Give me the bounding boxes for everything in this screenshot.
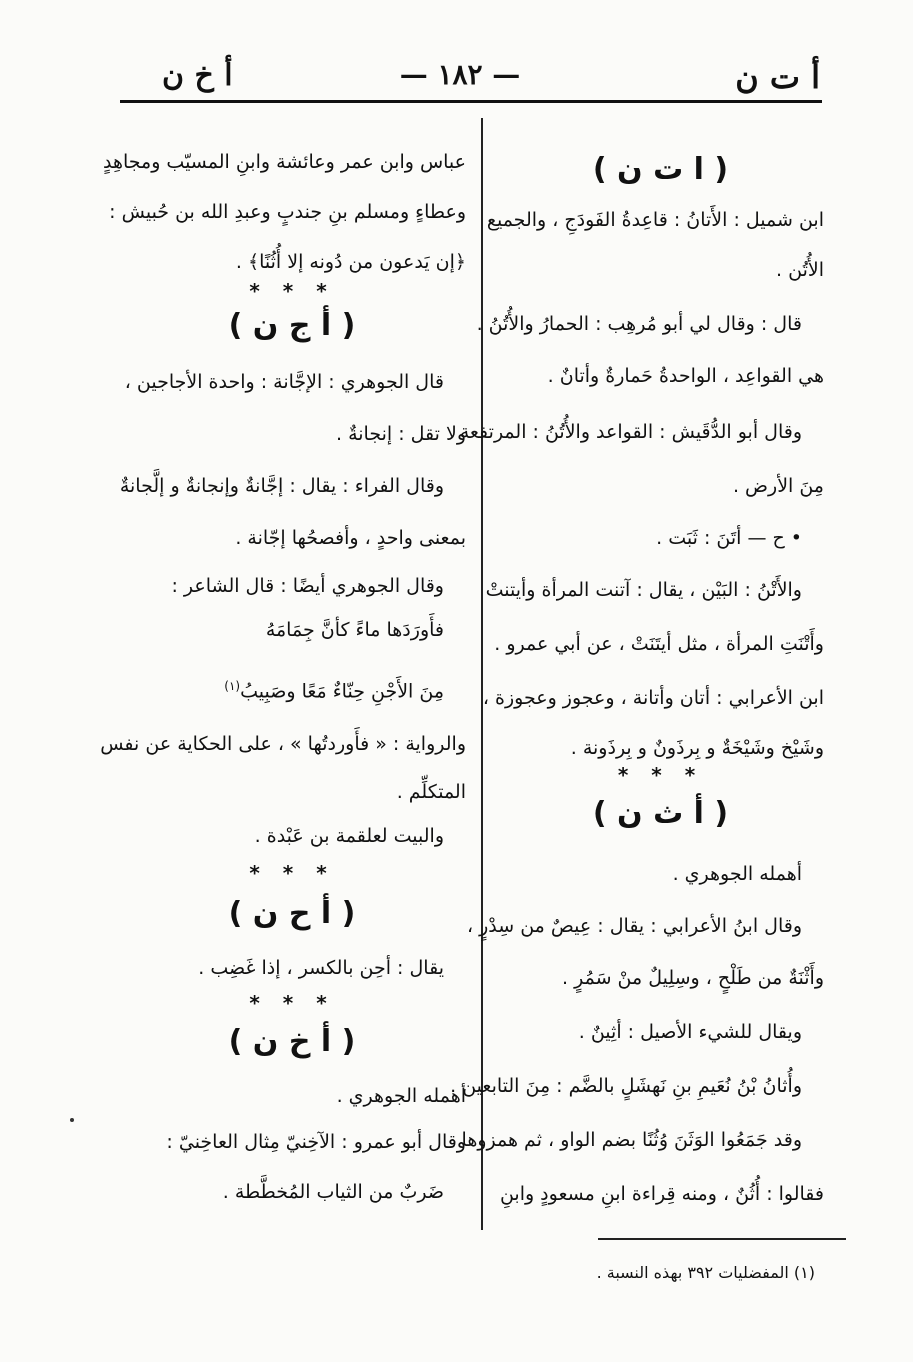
text-line: وعطاءٍ ومسلم بنِ جندبٍ وعبدِ الله بن حُبيش : [109,201,466,223]
text-line: وقد جَمَعُوا الوَثَنَ وُثُنًا بضم الواو ، ثم همزوها [461,1129,802,1151]
text-line: هي القواعِد ، الواحدةُ حَمارةٌ وأتانٌ . [547,365,824,387]
separator-stars: * * * [249,861,335,885]
text-line: ويقال للشيء الأصيل : أثِينٌ . [578,1021,802,1043]
text-line: والرواية : « فأَوردتُها » ، على الحكاية عن نفس [100,733,466,755]
footnote: (١) المفضليات ٣٩٢ بهذه النسبة . [596,1263,815,1282]
text-line: وقال ابنُ الأعرابي : يقال : عِيصٌ من سِدْرٍ ، [466,915,802,937]
column-divider [481,118,483,1230]
text-line: يقال : أحِن بالكسر ، إذا غَضِب . [198,957,444,979]
running-header [120,58,820,104]
text-line: وقال الفراء : يقال : إجَّانةٌ وإنجانةٌ و إلَّجانةٌ [119,475,444,497]
quran-quote: ﴿إن يَدعون من دُونه إلا أُثُنًا﴾ . [235,251,466,273]
text-line: الأُتُن . [776,259,824,281]
text-line: ابن الأعرابي : أتان وأتانة ، وعجوز وعجوزة ، [482,687,824,709]
text-line: ابن شميل : الأَتانُ : قاعِدةُ الفَودَجِ ، والجميع [486,209,824,231]
text-line: وشَيْخ وشَيْخَةٌ و بِرذَونٌ و بِرذَونة . [570,737,824,759]
text-line: وقال الجوهري أيضًا : قال الشاعر : [171,575,444,597]
text-line: المتكلِّم . [396,781,466,803]
text-line: قال : وقال لي أبو مُرهِب : الحمارُ والأُتُنُ . [476,313,802,335]
entry-heading-ahn: ( أ ح ن ) [228,896,356,931]
text-line: مِنَ الأرض . [732,475,824,497]
text-line: وقال أبو الدُّقَيش : القواعد والأُتُنُ : المرتفعة [459,421,802,443]
text-line: ولا تقل : إنجانةٌ . [336,423,466,445]
text-line: عباس وابن عمر وعائشة وابنِ المسيّب ومجاهِدٍ [102,151,466,173]
entry-heading-akhn: ( أ خ ن ) [228,1024,356,1059]
text-line: أهمله الجوهري . [672,863,802,885]
page-number: — ١٨٢ — [399,58,521,91]
text-line: والأَتْنُ : البَيْن ، يقال : آتنت المرأة وأيتنتْ [485,579,802,601]
header-root-left: أ خ ن [162,58,233,93]
verse-line-2 [118,672,466,705]
header-root-right: أ ت ن [735,58,820,96]
text-line: وقال أبو عمرو : الآخِنيّ مِثال العاخِنيّ : [166,1131,466,1153]
entry-heading-ajn: ( أ ج ن ) [228,308,356,343]
separator-stars: * * * [249,279,335,303]
entry-heading-atn: ( ا ت ن ) [592,152,729,187]
text-line: وأَثْنَةٌ من طَلْحٍ ، وسِلِيلٌ منْ سَمُرٍ . [562,967,824,989]
footnote-marker: (١) [224,679,241,693]
text-line: قال الجوهري : الإجَّانة : واحدة الأجاجين ، [124,371,444,393]
text-line: والبيت لعلقمة بن عَبْدة . [254,825,444,847]
ink-speck [70,1118,74,1122]
text-line: أهمله الجوهري . [336,1085,466,1107]
text-line: بمعنى واحدٍ ، وأفصحُها إجّانة . [235,527,466,549]
text-line: • ح — أتَنَ : ثَبَت . [656,527,802,549]
text-line: ضَربٌ من الثياب المُخطَّطة . [222,1181,444,1203]
entry-heading-athn: ( أ ث ن ) [592,796,729,831]
header-rule [120,100,822,103]
text-line: فقالوا : أُثُنٌ ، ومنه قِراءة ابنِ مسعودٍ وابنِ [499,1183,824,1205]
separator-stars: * * * [249,991,335,1015]
verse-text: مِنَ الأَجْنِ حِنّاءٌ مَعًا وصَبِيبُ [240,680,444,703]
separator-stars: * * * [617,763,704,787]
verse-line-1: فأَورَدَها ماءً كأنَّ جِمَامَهُ [265,619,444,641]
text-line: وأَتْنَتِ المرأة ، مثل أيتَنَتْ ، عن أبي عمرو . [494,633,824,655]
text-line: وأُثانُ بْنُ نُعَيمِ بنِ نَهشَلٍ بالضَّم : مِنَ التابعين . [450,1075,802,1097]
footnote-rule [598,1238,846,1240]
